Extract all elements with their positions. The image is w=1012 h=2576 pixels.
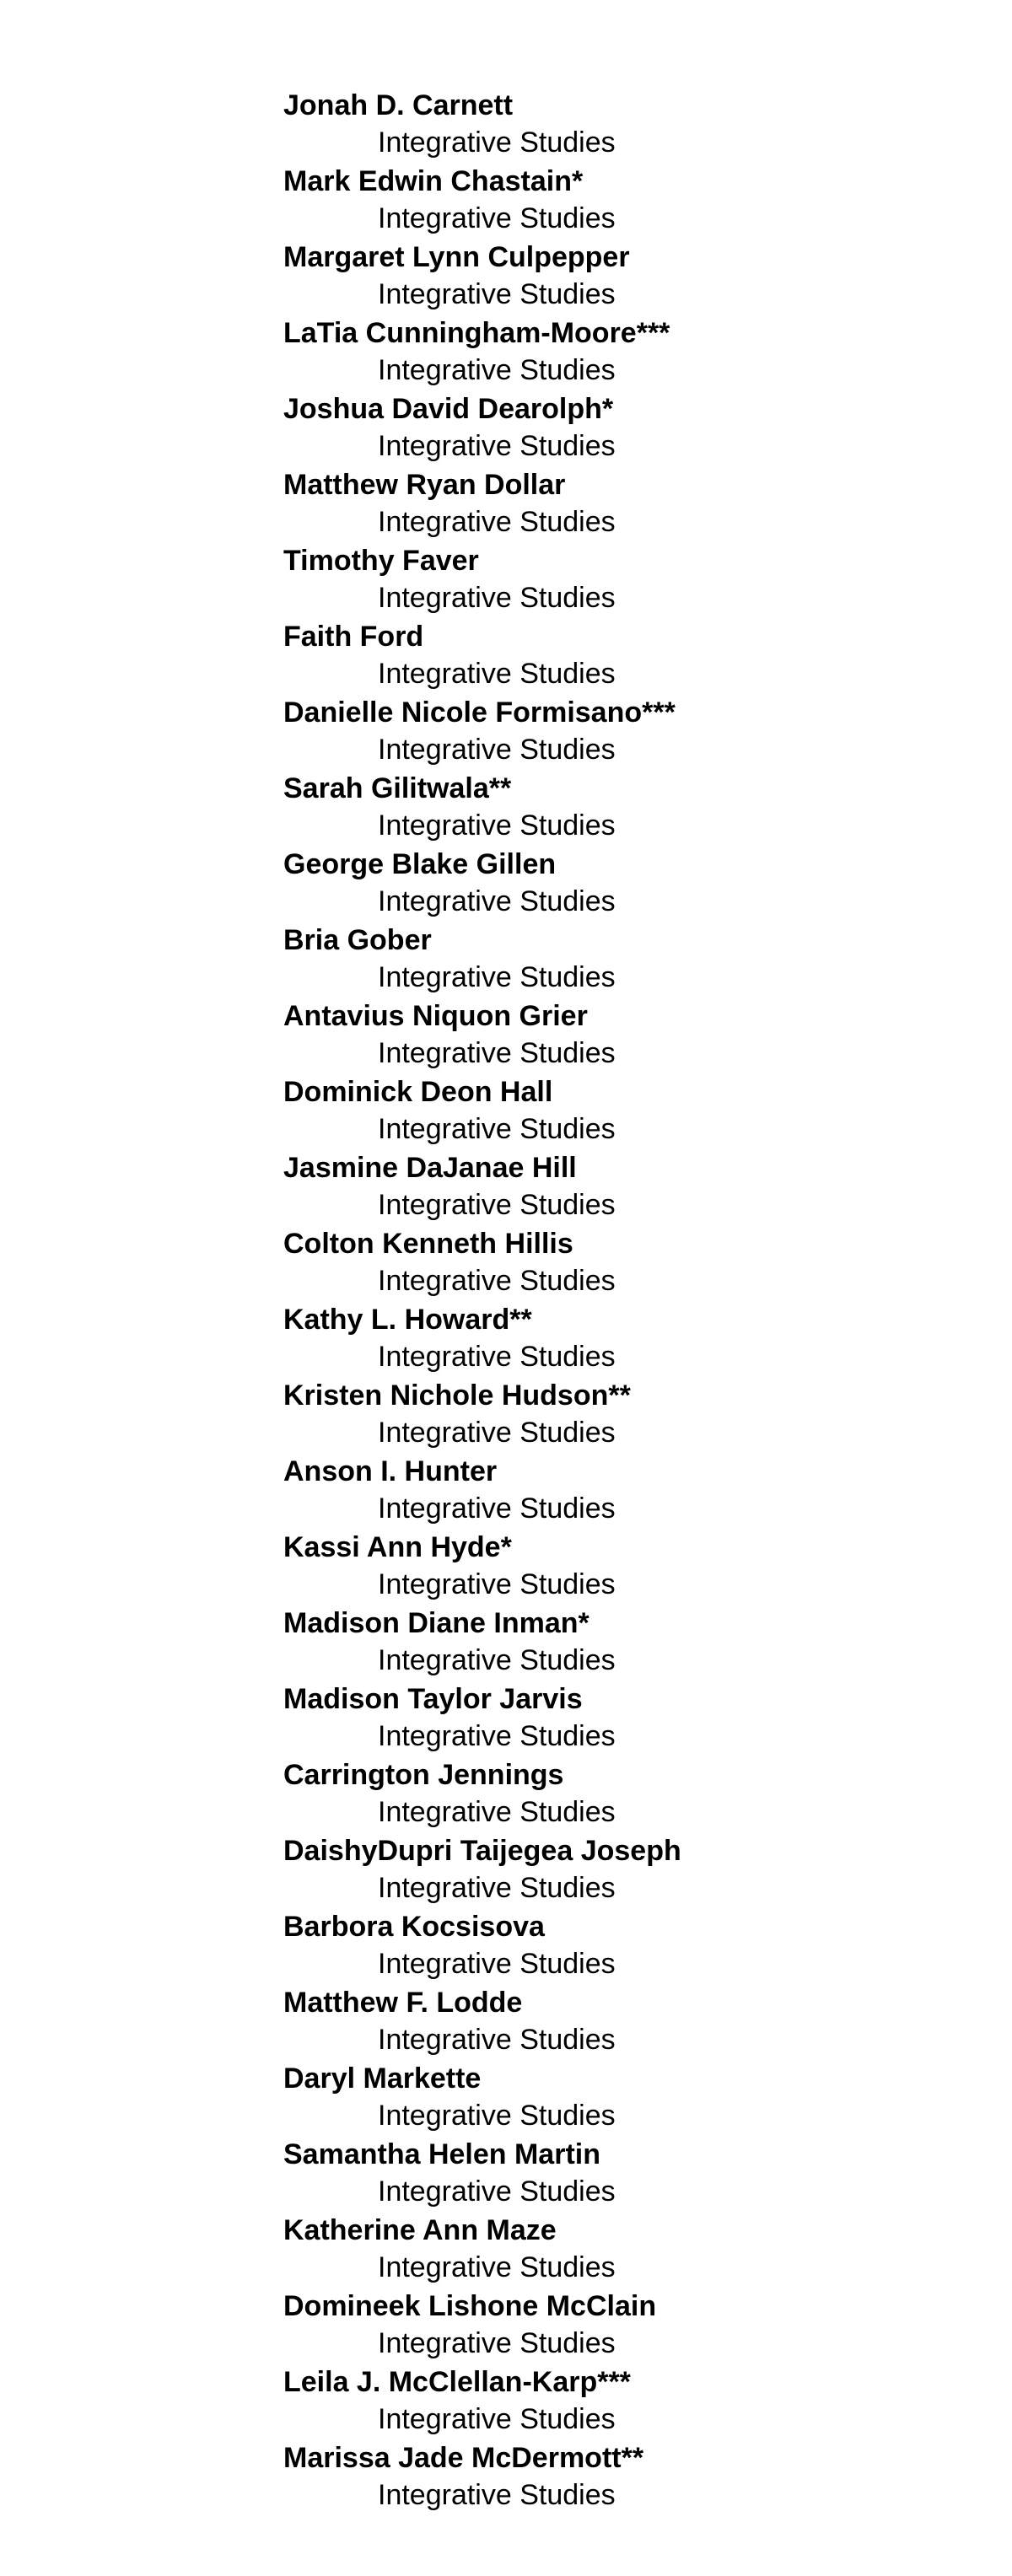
list-item <box>283 1907 958 1983</box>
list-item <box>283 314 958 390</box>
list-item <box>283 465 958 541</box>
list-item <box>283 238 958 314</box>
graduate-program: Integrative Studies <box>378 2175 616 2208</box>
graduate-name: Matthew F. Lodde <box>283 1987 523 2019</box>
graduate-name: Sarah Gilitwala** <box>283 772 512 804</box>
graduate-name: Joshua David Dearolph* <box>283 393 614 425</box>
list-item <box>283 86 958 162</box>
graduate-program: Integrative Studies <box>378 961 616 993</box>
graduate-name: Barbora Kocsisova <box>283 1911 545 1943</box>
graduate-program: Integrative Studies <box>378 506 616 538</box>
graduate-name: Anson I. Hunter <box>283 1455 498 1487</box>
graduate-name: Carrington Jennings <box>283 1759 564 1791</box>
graduate-name: Danielle Nicole Formisano*** <box>283 696 676 729</box>
list-item <box>283 1831 958 1907</box>
graduate-name: Matthew Ryan Dollar <box>283 469 566 501</box>
graduate-program: Integrative Studies <box>378 1948 616 1980</box>
graduate-name: Mark Edwin Chastain* <box>283 165 584 197</box>
graduate-program: Integrative Studies <box>378 1417 616 1449</box>
graduate-name: Antavius Niquon Grier <box>283 1000 588 1032</box>
graduate-name: Colton Kenneth Hillis <box>283 1228 573 1260</box>
list-item <box>283 997 958 1073</box>
graduate-program: Integrative Studies <box>378 1872 616 1904</box>
graduate-program: Integrative Studies <box>378 1796 616 1828</box>
graduate-program: Integrative Studies <box>378 202 616 234</box>
graduate-program: Integrative Studies <box>378 1341 616 1373</box>
graduate-program: Integrative Studies <box>378 809 616 842</box>
graduate-list <box>283 86 958 2514</box>
graduate-program: Integrative Studies <box>378 2100 616 2132</box>
graduate-name: Jonah D. Carnett <box>283 89 514 121</box>
list-item <box>283 2287 958 2363</box>
list-item <box>283 1680 958 1756</box>
graduate-name: Faith Ford <box>283 621 424 653</box>
graduate-name: Madison Taylor Jarvis <box>283 1683 583 1715</box>
list-item <box>283 541 958 617</box>
graduate-name: Dominick Deon Hall <box>283 1076 553 1108</box>
graduate-program: Integrative Studies <box>378 2024 616 2056</box>
list-item <box>283 162 958 238</box>
graduate-name: DaishyDupri Taijegea Joseph <box>283 1835 681 1867</box>
graduate-name: Katherine Ann Maze <box>283 2214 557 2246</box>
graduate-name: Jasmine DaJanae Hill <box>283 1152 577 1184</box>
list-item <box>283 1073 958 1148</box>
list-item <box>283 2059 958 2135</box>
list-item <box>283 390 958 465</box>
list-item <box>283 921 958 997</box>
list-item <box>283 2363 958 2439</box>
graduate-program: Integrative Studies <box>378 1720 616 1752</box>
list-item <box>283 1983 958 2059</box>
graduate-name: LaTia Cunningham-Moore*** <box>283 317 670 349</box>
graduate-name: Bria Gober <box>283 924 432 956</box>
graduate-program: Integrative Studies <box>378 1037 616 1069</box>
graduate-program: Integrative Studies <box>378 885 616 917</box>
graduate-name: George Blake Gillen <box>283 848 557 880</box>
graduate-program: Integrative Studies <box>378 2327 616 2359</box>
list-item <box>283 2211 958 2287</box>
list-item <box>283 845 958 921</box>
graduate-name: Kathy L. Howard** <box>283 1304 532 1336</box>
graduate-name: Timothy Faver <box>283 545 479 577</box>
graduate-name: Kassi Ann Hyde* <box>283 1531 512 1563</box>
list-item <box>283 1376 958 1452</box>
list-item <box>283 1300 958 1376</box>
graduate-program: Integrative Studies <box>378 354 616 386</box>
graduate-program: Integrative Studies <box>378 2479 616 2511</box>
graduate-name: Margaret Lynn Culpepper <box>283 241 630 273</box>
graduate-name: Marissa Jade McDermott** <box>283 2442 644 2474</box>
graduate-program: Integrative Studies <box>378 1568 616 1600</box>
list-item <box>283 617 958 693</box>
list-item <box>283 1528 958 1604</box>
list-item <box>283 2135 958 2211</box>
list-item <box>283 1224 958 1300</box>
list-item <box>283 2439 958 2514</box>
graduate-program: Integrative Studies <box>378 1644 616 1676</box>
graduate-program: Integrative Studies <box>378 1492 616 1525</box>
graduate-program: Integrative Studies <box>378 278 616 310</box>
graduate-name: Madison Diane Inman* <box>283 1607 589 1639</box>
list-item <box>283 1452 958 1528</box>
graduate-name: Domineek Lishone McClain <box>283 2290 657 2322</box>
graduate-program: Integrative Studies <box>378 1113 616 1145</box>
graduate-program: Integrative Studies <box>378 1265 616 1297</box>
graduate-name: Daryl Markette <box>283 2062 482 2095</box>
graduate-name: Kristen Nichole Hudson** <box>283 1379 631 1412</box>
graduate-program: Integrative Studies <box>378 2251 616 2283</box>
graduate-program: Integrative Studies <box>378 126 616 159</box>
graduate-program: Integrative Studies <box>378 658 616 690</box>
list-item <box>283 693 958 769</box>
list-item <box>283 1756 958 1831</box>
graduate-program: Integrative Studies <box>378 1189 616 1221</box>
graduate-name: Samantha Helen Martin <box>283 2138 600 2170</box>
list-item <box>283 769 958 845</box>
graduate-program: Integrative Studies <box>378 2403 616 2435</box>
list-item <box>283 1148 958 1224</box>
graduate-program: Integrative Studies <box>378 430 616 462</box>
list-item <box>283 1604 958 1680</box>
graduate-program: Integrative Studies <box>378 582 616 614</box>
graduate-program: Integrative Studies <box>378 734 616 766</box>
graduate-name: Leila J. McClellan-Karp*** <box>283 2366 631 2398</box>
